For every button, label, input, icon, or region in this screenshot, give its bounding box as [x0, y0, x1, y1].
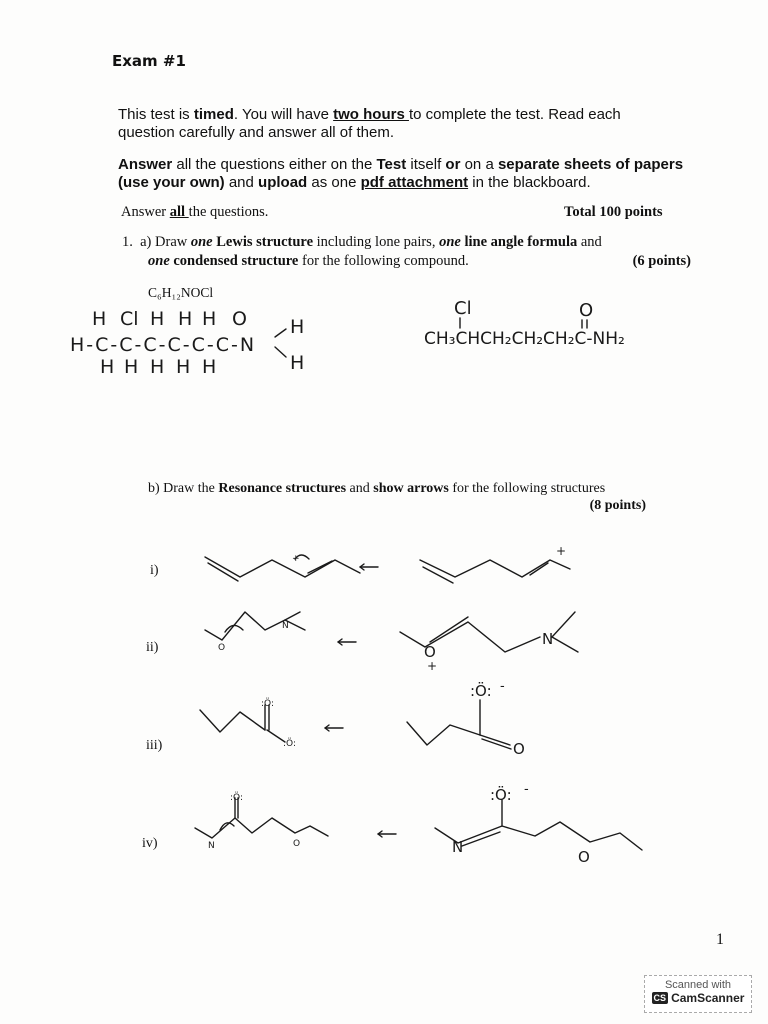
resonance-i	[200, 545, 620, 595]
lewis-top-o: O	[232, 308, 247, 330]
lone-pair-iii-b: :Ö:	[470, 682, 492, 700]
intro-paragraph	[118, 106, 678, 142]
part-iii-label: iii)	[146, 738, 163, 753]
q1-condensed: condensed structure	[173, 253, 299, 269]
camscanner-name: CamScanner	[671, 991, 745, 1005]
resonance-iv	[190, 782, 650, 878]
n-atom-ii-b: N	[542, 630, 554, 648]
q1-text: a) Draw	[140, 234, 191, 250]
n-atom-ii: N	[282, 621, 289, 631]
o-atom-iv-b: O	[578, 848, 590, 866]
q1b-text-2: and	[346, 481, 374, 496]
lewis-top-h-n: H	[290, 316, 305, 338]
lone-pair-iv-b: :Ö:	[490, 786, 512, 804]
q1-text-2: including lone pairs,	[313, 234, 440, 250]
camscanner-watermark	[644, 975, 752, 1013]
instr-text-5: as one	[307, 174, 361, 191]
instructions-paragraph	[118, 156, 698, 192]
q1-one-2: one	[439, 234, 461, 250]
q1-text-3: for the following compound.	[298, 253, 469, 269]
q1b-resonance: Resonance structures	[218, 481, 347, 496]
instr-text-4: and	[224, 174, 259, 191]
n-atom-iv-b: N	[452, 838, 464, 856]
intro-text-3: to complete the test. Read each question carefully and answer all of them.	[118, 106, 621, 141]
intro-two-hours: two hours	[333, 106, 409, 123]
q1-one: one	[190, 234, 213, 250]
lewis-top-h-4: H	[202, 308, 217, 330]
lewis-top-h-3: H	[178, 308, 193, 330]
total-points: Total 100 points	[564, 204, 663, 220]
condensed-o: O	[579, 300, 594, 321]
lewis-bot-h-5: H	[202, 356, 217, 378]
condensed-cl: Cl	[454, 298, 472, 319]
instr-upload: upload	[258, 174, 308, 191]
lewis-top-h-1: H	[92, 308, 107, 330]
resonance-ii	[200, 602, 620, 672]
lewis-bot-h-3: H	[150, 356, 165, 378]
n-atom-iv: N	[208, 841, 215, 851]
plus-charge-i-b: +	[556, 544, 567, 558]
intro-text-2: . You will have	[233, 106, 334, 123]
intro-text-1: This test is	[118, 106, 194, 123]
lewis-bot-h-4: H	[176, 356, 191, 378]
lewis-bot-h-n: H	[290, 352, 305, 374]
answer-text-2: the questions.	[188, 204, 269, 220]
q1-points: (6 points)	[632, 253, 691, 269]
camscanner-brand	[645, 991, 751, 1005]
intro-timed: timed	[193, 106, 234, 123]
lewis-bot-h-1: H	[100, 356, 115, 378]
q1-lewis: Lewis structure	[216, 234, 314, 250]
resonance-iii	[195, 679, 615, 780]
answer-text-1: Answer	[121, 204, 170, 220]
lone-pair-iii-2: :Ö:	[283, 739, 296, 749]
o-atom-iv: O	[293, 839, 301, 849]
o-plus-ii: +	[427, 659, 438, 673]
q1-number: 1.	[122, 234, 133, 250]
answer-all-line	[121, 204, 268, 221]
instr-text-6: in the blackboard.	[468, 174, 591, 191]
q1-and: and	[577, 234, 602, 250]
lewis-structure	[70, 305, 330, 385]
o-atom-ii-b: O	[424, 643, 436, 661]
neg-charge-iv: -	[524, 782, 529, 797]
instr-or: or	[445, 156, 461, 173]
lone-pair-iv: :Ö:	[230, 793, 243, 803]
instr-pdf-attachment: pdf attachment	[360, 174, 469, 191]
exam-title: Exam #1	[112, 52, 186, 70]
molecular-formula: C₆H₁₂NOCl	[148, 285, 214, 300]
instr-separate-sheets: separate sheets of papers (use your own)	[118, 156, 684, 191]
q1b-show-arrows: show arrows	[373, 481, 449, 496]
instr-test: Test	[376, 156, 407, 173]
o-atom-iii-b: O	[513, 740, 525, 758]
page-number: 1	[716, 931, 724, 948]
instr-text-2: itself	[406, 156, 446, 173]
question-1b	[148, 480, 648, 513]
instr-text-3: on a	[460, 156, 498, 173]
part-ii-label: ii)	[146, 640, 159, 655]
q1-one-3: one	[148, 253, 170, 269]
question-1a	[122, 233, 697, 271]
answer-all-underlined: all	[169, 204, 189, 220]
scanned-with-text: Scanned with	[664, 979, 732, 991]
lewis-backbone: H-C-C-C-C-C-C-N	[70, 334, 257, 356]
part-i-label: i)	[150, 563, 159, 578]
lewis-top-cl: Cl	[120, 308, 139, 330]
q1b-text-1: b) Draw the	[148, 481, 219, 496]
lewis-top-h-2: H	[150, 308, 165, 330]
q1-line-angle: line angle formula	[464, 234, 578, 250]
instr-text-1: all the questions either on the	[172, 156, 377, 173]
lone-pair-iii: :Ö:	[261, 699, 274, 709]
instr-answer: Answer	[118, 156, 173, 173]
camscanner-logo-icon: CS	[653, 993, 667, 1003]
neg-charge-iii: -	[500, 679, 505, 694]
q1b-points: (8 points)	[589, 498, 646, 513]
plus-charge-i: +	[292, 554, 300, 564]
q1b-text-3: for the following structures	[448, 481, 606, 496]
o-atom-ii: O	[218, 643, 226, 653]
condensed-structure	[424, 296, 654, 356]
condensed-text: CH₃CHCH₂CH₂CH₂C-NH₂	[424, 329, 625, 349]
part-iv-label: iv)	[142, 836, 158, 851]
lewis-bot-h-2: H	[124, 356, 139, 378]
